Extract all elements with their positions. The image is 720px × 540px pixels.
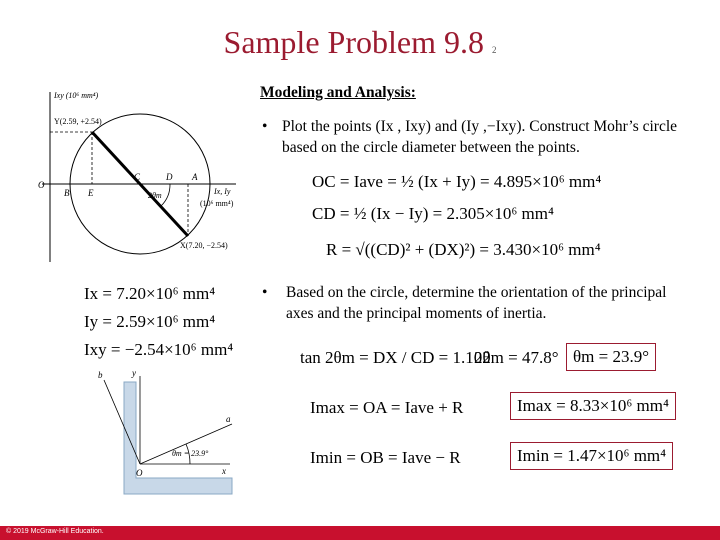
title-text: Sample Problem 9.8 bbox=[223, 24, 484, 60]
point-b-label: B bbox=[64, 188, 70, 198]
axis-label: Ixy (10⁶ mm⁴) bbox=[54, 91, 99, 100]
point-c-label: C bbox=[134, 172, 141, 182]
bullet-1: Plot the points (Ix , Ixy) and (Iy ,−Ixy). Construct Mohr’s circle based on the circle diameter between the points. bbox=[282, 118, 678, 156]
theta-label: θm = 23.9° bbox=[172, 449, 209, 458]
angle-section-diagram bbox=[90, 366, 250, 500]
axis-a-label: a bbox=[226, 414, 231, 424]
point-e-label: E bbox=[88, 188, 94, 198]
point-d-label: D bbox=[166, 172, 173, 182]
angle-label: 2θm bbox=[148, 191, 162, 200]
result-theta-box: θm = 23.9° bbox=[566, 343, 656, 371]
point-a-label: A bbox=[192, 172, 198, 182]
point-y-label: Y(2.59, +2.54) bbox=[54, 117, 102, 126]
origin-o-label: O bbox=[136, 468, 143, 478]
equation-imin: Imin = OB = Iave − R bbox=[310, 448, 461, 467]
given-ix: Ix = 7.20×10⁶ mm⁴ bbox=[84, 284, 216, 303]
equation-r: R = √((CD)² + (DX)²) = 3.430×10⁶ mm⁴ bbox=[326, 240, 601, 259]
given-iy: Iy = 2.59×10⁶ mm⁴ bbox=[84, 312, 216, 331]
equation-2theta: 2θm = 47.8° bbox=[474, 348, 559, 367]
axis-x-label: x bbox=[222, 466, 226, 476]
footer-copyright: © 2019 McGraw-Hill Education. bbox=[6, 528, 104, 535]
result-imax-box: Imax = 8.33×10⁶ mm⁴ bbox=[510, 392, 676, 420]
equation-cd: CD = ½ (Ix − Iy) = 2.305×10⁶ mm⁴ bbox=[312, 204, 554, 223]
footer-bar bbox=[0, 526, 720, 540]
result-imin-box: Imin = 1.47×10⁶ mm⁴ bbox=[510, 442, 673, 470]
bullet-2: Based on the circle, determine the orientation of the principal axes and the principal moments of inertia. bbox=[286, 284, 667, 322]
equation-oc: OC = Iave = ½ (Ix + Iy) = 4.895×10⁶ mm⁴ bbox=[312, 172, 602, 191]
equation-imax: Imax = OA = Iave + R bbox=[310, 398, 464, 417]
section-heading: Modeling and Analysis: bbox=[260, 84, 416, 101]
bullet-dot-2: • bbox=[262, 284, 268, 301]
page-title bbox=[0, 24, 720, 61]
title-subscript: 2 bbox=[491, 45, 497, 55]
origin-label: O bbox=[38, 180, 45, 190]
point-x-label: X(7.20, −2.54) bbox=[180, 241, 228, 250]
bullet-dot-1: • bbox=[262, 118, 268, 135]
angle-arc bbox=[161, 184, 170, 206]
equation-tan: tan 2θm = DX / CD = 1.102 bbox=[300, 348, 491, 367]
given-ixy: Ixy = −2.54×10⁶ mm⁴ bbox=[84, 340, 234, 359]
horizontal-axis-unit: (10⁶ mm⁴) bbox=[200, 199, 234, 208]
axis-b-label: b bbox=[98, 370, 103, 380]
mohr-circle-diagram bbox=[30, 86, 260, 266]
horizontal-axis-label: Ix, Iy bbox=[214, 187, 231, 196]
axis-y-label: y bbox=[132, 368, 136, 378]
